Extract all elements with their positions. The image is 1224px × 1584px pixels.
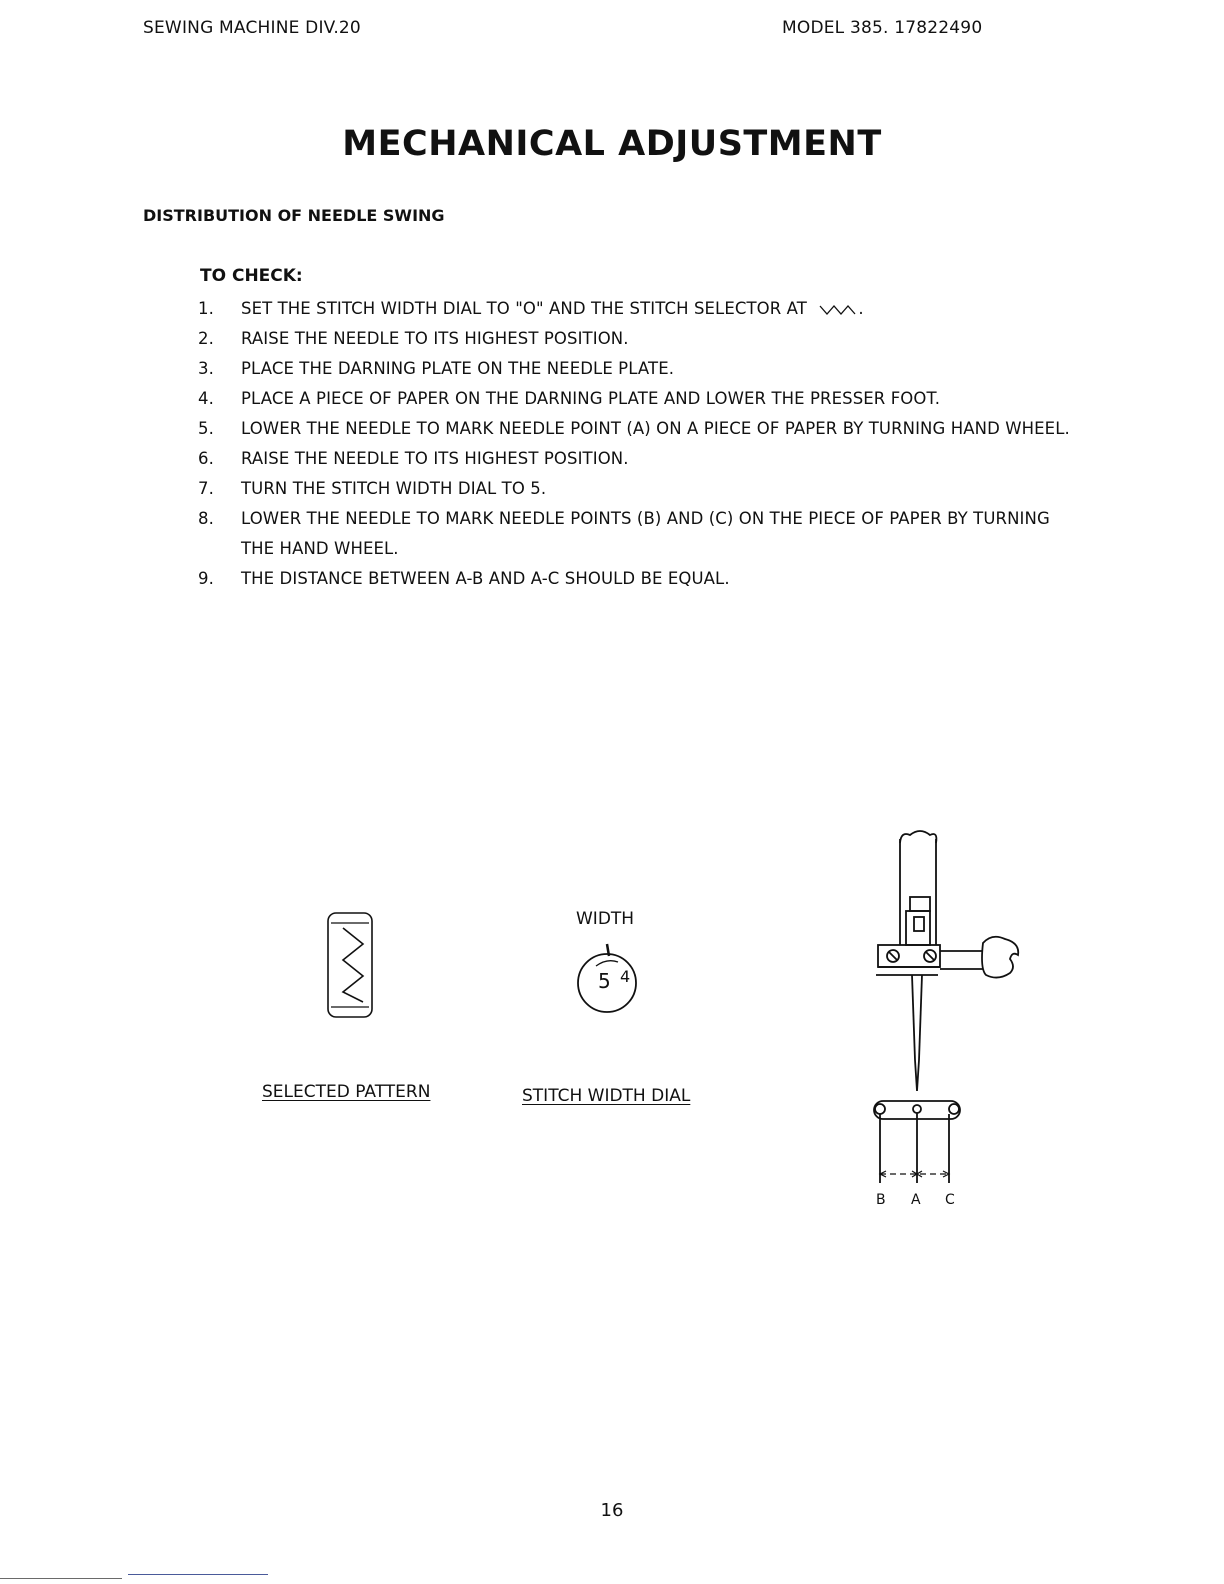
needle-bar-icon bbox=[860, 825, 1040, 1195]
step-number: 7. bbox=[198, 479, 214, 498]
step-text: LOWER THE NEEDLE TO MARK NEEDLE POINT (A) ON A PIECE OF PAPER BY TURNING HAND WHEEL. bbox=[241, 419, 1070, 438]
step-number: 9. bbox=[198, 569, 214, 588]
stitch-width-dial-caption: STITCH WIDTH DIAL bbox=[522, 1086, 691, 1106]
step-text: SET THE STITCH WIDTH DIAL TO "O" AND THE STITCH SELECTOR AT bbox=[241, 299, 807, 318]
step-text: PLACE A PIECE OF PAPER ON THE DARNING PLATE AND LOWER THE PRESSER FOOT. bbox=[241, 389, 941, 408]
header-right: MODEL 385. 17822490 bbox=[782, 18, 983, 38]
step-number: 3. bbox=[198, 359, 214, 378]
list-item bbox=[198, 294, 1078, 324]
list-item bbox=[198, 414, 1078, 444]
list-item bbox=[198, 474, 1078, 504]
point-label-a: A bbox=[911, 1192, 921, 1208]
zigzag-pattern-icon bbox=[325, 910, 375, 1020]
point-label-c: C bbox=[945, 1192, 955, 1208]
step-number: 2. bbox=[198, 329, 214, 348]
section-title: DISTRIBUTION OF NEEDLE SWING bbox=[143, 206, 445, 225]
header-left: SEWING MACHINE DIV.20 bbox=[143, 18, 361, 38]
needle-swing-diagram bbox=[860, 825, 1040, 1195]
selected-pattern-caption: SELECTED PATTERN bbox=[262, 1082, 431, 1102]
step-text: PLACE THE DARNING PLATE ON THE NEEDLE PLATE. bbox=[241, 359, 675, 378]
step-text: RAISE THE NEEDLE TO ITS HIGHEST POSITION. bbox=[241, 449, 629, 468]
step-text: LOWER THE NEEDLE TO MARK NEEDLE POINTS (B) AND (C) ON THE PIECE OF PAPER BY TURNING THE HAND WHEEL. bbox=[241, 509, 1050, 558]
list-item bbox=[198, 564, 1078, 594]
scan-edge-line bbox=[128, 1574, 268, 1575]
step-number: 4. bbox=[198, 389, 214, 408]
point-label-b: B bbox=[876, 1192, 886, 1208]
page-title: MECHANICAL ADJUSTMENT bbox=[342, 124, 882, 164]
steps-list bbox=[198, 294, 1078, 594]
list-item bbox=[198, 324, 1078, 354]
step-number: 5. bbox=[198, 419, 214, 438]
page-number: 16 bbox=[600, 1500, 624, 1521]
scan-edge-line bbox=[0, 1578, 122, 1579]
step-text: TURN THE STITCH WIDTH DIAL TO 5. bbox=[241, 479, 547, 498]
list-item bbox=[198, 384, 1078, 414]
dial-next-value: 4 bbox=[620, 967, 631, 986]
step-text: RAISE THE NEEDLE TO ITS HIGHEST POSITION. bbox=[241, 329, 629, 348]
step-number: 6. bbox=[198, 449, 214, 468]
step-number: 8. bbox=[198, 509, 214, 528]
list-item bbox=[198, 354, 1078, 384]
zigzag-stitch-icon bbox=[818, 303, 858, 317]
list-item bbox=[198, 444, 1078, 474]
step-number: 1. bbox=[198, 299, 214, 318]
check-title: TO CHECK: bbox=[200, 266, 303, 286]
step-text: THE DISTANCE BETWEEN A-B AND A-C SHOULD BE EQUAL. bbox=[241, 569, 730, 588]
width-label: WIDTH bbox=[576, 909, 635, 929]
list-item bbox=[198, 504, 1078, 564]
dial-icon bbox=[574, 940, 644, 1015]
dial-value: 5 bbox=[598, 969, 611, 993]
step-suffix: . bbox=[858, 299, 864, 318]
selected-pattern-figure bbox=[325, 910, 375, 1020]
stitch-width-dial-figure bbox=[574, 940, 644, 1015]
